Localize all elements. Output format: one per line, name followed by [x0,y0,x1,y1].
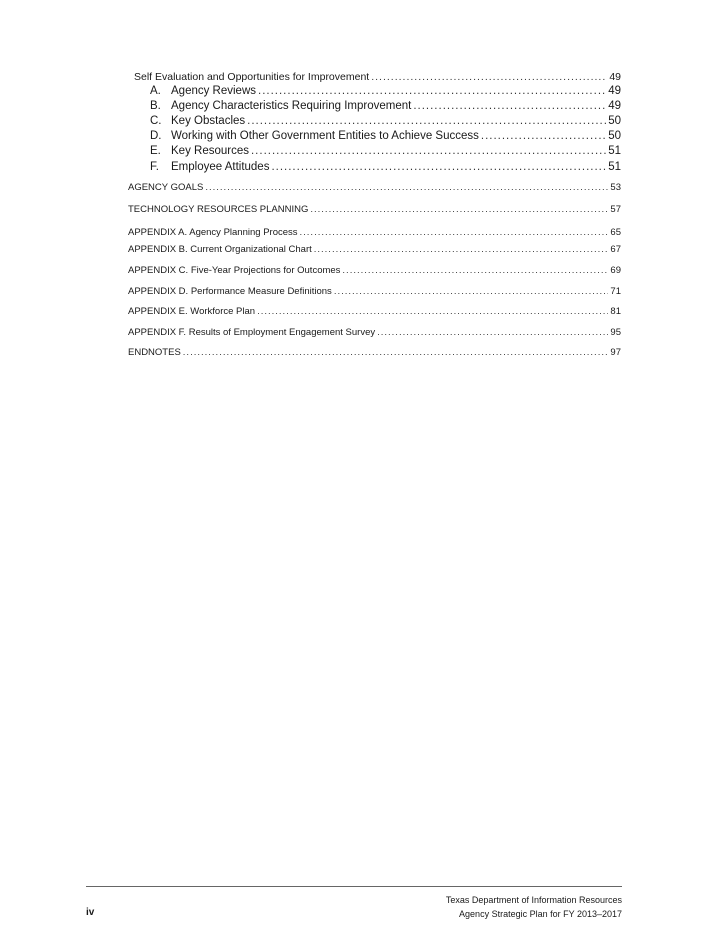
toc-entry-page: 49 [609,71,621,83]
toc-subentry-label: Agency Reviews [171,85,257,97]
toc-subentry-letter: D. [150,130,162,142]
toc-leader-dots [342,266,608,276]
toc-entry-page: 65 [610,227,621,238]
toc-leader-dots [205,183,608,193]
toc-entry-endnotes[interactable] [128,348,621,358]
toc-subentry-page: 50 [608,130,621,142]
toc-entry-label: APPENDIX B. Current Organizational Chart [128,244,312,255]
page-number: iv [86,907,95,918]
footer-plan-title: Agency Strategic Plan for FY 2013–2017 [459,909,622,919]
toc-subentry-key-obstacles[interactable] [150,116,621,128]
toc-entry-appendix-c[interactable] [128,266,621,276]
toc-entry-appendix-d[interactable] [128,287,621,297]
toc-leader-dots [481,131,606,143]
toc-entry-label: TECHNOLOGY RESOURCES PLANNING [128,204,309,215]
toc-subentry-label: Key Resources [171,145,249,157]
toc-entry-appendix-a[interactable] [128,228,621,238]
footer-divider [86,886,622,887]
toc-leader-dots [251,146,606,158]
toc-leader-dots [314,245,609,255]
toc-entry-label: APPENDIX C. Five-Year Projections for Outcomes [128,265,341,276]
toc-entry-page: 97 [610,347,621,358]
toc-subentry-page: 50 [608,115,621,127]
toc-entry-appendix-e[interactable] [128,307,621,317]
footer-agency-name: Texas Department of Information Resources [445,895,622,905]
toc-subentry-page: 51 [608,145,621,157]
toc-entry-page: 53 [610,182,621,193]
toc-entry-page: 67 [610,244,621,255]
toc-subentry-agency-reviews[interactable] [150,86,621,98]
toc-subentry-label: Employee Attitudes [171,161,270,173]
toc-leader-dots [413,101,606,113]
toc-entry-appendix-b[interactable] [128,245,621,255]
toc-subentry-letter: E. [150,145,161,157]
toc-leader-dots [258,86,606,98]
toc-subentry-page: 49 [608,100,621,112]
toc-subentry-agency-characteristics[interactable] [150,101,621,113]
toc-entry-appendix-f[interactable] [128,328,621,338]
toc-entry-page: 71 [610,286,621,297]
toc-subentry-page: 49 [608,85,621,97]
toc-entry-agency-goals[interactable] [128,183,621,193]
toc-entry-label: APPENDIX D. Performance Measure Definitions [128,286,332,297]
toc-leader-dots [300,228,609,238]
toc-subentry-letter: C. [150,115,162,127]
toc-leader-dots [271,162,606,174]
toc-leader-dots [183,348,609,358]
toc-leader-dots [371,72,607,83]
toc-entry-label: APPENDIX E. Workforce Plan [128,306,256,317]
toc-entry-technology-resources-planning[interactable] [128,205,621,215]
toc-entry-page: 95 [610,327,621,338]
toc-subentry-letter: A. [150,85,161,97]
footer-text [446,893,622,921]
toc-entry-label: AGENCY GOALS [128,182,204,193]
toc-entry-page: 57 [610,204,621,215]
toc-entry-label: APPENDIX A. Agency Planning Process [128,227,298,238]
toc-subentry-label: Key Obstacles [171,115,246,127]
toc-entry-label: Self Evaluation and Opportunities for Improvement [134,71,370,83]
toc-leader-dots [334,287,609,297]
toc-subentry-working-with-government[interactable] [150,131,621,143]
toc-leader-dots [257,307,608,317]
toc-subentry-letter: F. [150,161,159,173]
toc-subentry-employee-attitudes[interactable] [150,162,621,174]
toc-subentry-key-resources[interactable] [150,146,621,158]
toc-leader-dots [310,205,608,215]
toc-subentry-page: 51 [608,161,621,173]
toc-entry-self-evaluation[interactable] [134,72,621,83]
toc-leader-dots [377,328,608,338]
toc-entry-label: ENDNOTES [128,347,181,358]
toc-subentry-label: Agency Characteristics Requiring Improvement [171,100,412,112]
toc-subentry-letter: B. [150,100,161,112]
toc-entry-label: APPENDIX F. Results of Employment Engagement Survey [128,327,376,338]
toc-leader-dots [247,116,606,128]
toc-subentry-label: Working with Other Government Entities to Achieve Success [171,130,479,142]
toc-entry-page: 69 [610,265,621,276]
toc-entry-page: 81 [610,306,621,317]
